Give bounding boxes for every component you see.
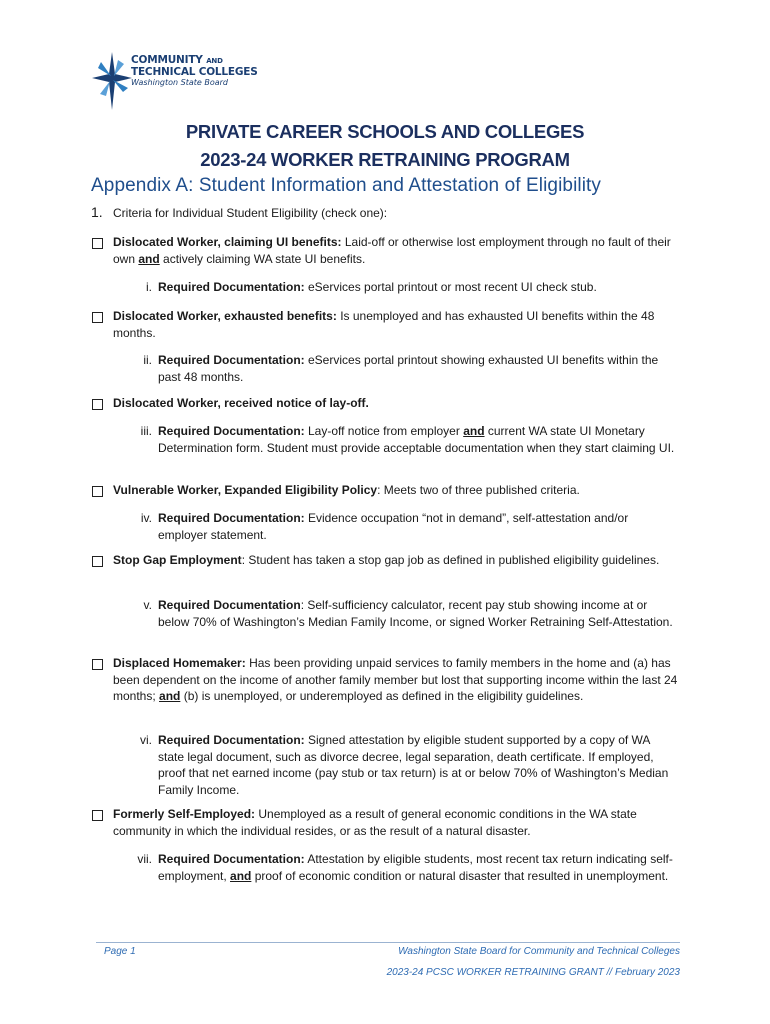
doc-number: i. (146, 280, 152, 294)
doc-number: ii. (143, 353, 152, 367)
logo-line2: TECHNICAL COLLEGES (131, 65, 258, 78)
footer-page-number: Page 1 (104, 946, 136, 957)
item-vulnerable-worker: Vulnerable Worker, Expanded Eligibility Policy: Meets two of three published criteria. (113, 483, 580, 497)
doc-number: iv. (140, 511, 152, 525)
criteria-text: Criteria for Individual Student Eligibility (check one): (113, 206, 388, 220)
doc-vulnerable-worker: Required Documentation: Evidence occupation “not in demand”, self-attestation and/or employer statement. (158, 511, 629, 542)
footer-organization: Washington State Board for Community and Technical Colleges (398, 946, 680, 957)
checkbox-dislocated-notice[interactable] (92, 399, 103, 410)
checkbox-dislocated-exhausted[interactable] (92, 312, 103, 323)
doc-dislocated-notice: Required Documentation: Lay-off notice from employer and current WA state UI Monetary Determination form. Student must provide acceptable documentation when they start claiming UI. (158, 424, 675, 455)
star-logo-icon (92, 52, 132, 110)
doc-number: v. (143, 598, 152, 612)
footer-divider (96, 942, 680, 943)
logo-line3: Washington State Board (131, 78, 228, 87)
item-dislocated-notice: Dislocated Worker, received notice of lay-off. (113, 396, 369, 410)
item-formerly-self-employed: Formerly Self-Employed: Unemployed as a result of general economic conditions in the WA state community in which the individual resides, or as the result of a natural disaster. (113, 807, 637, 838)
sbctc-logo (92, 52, 262, 110)
doc-dislocated-exhausted: Required Documentation: eServices portal printout showing exhausted UI benefits within the past 48 months. (158, 353, 659, 384)
item-stop-gap: Stop Gap Employment: Student has taken a stop gap job as defined in published eligibility guidelines. (113, 553, 660, 567)
logo-line1: COMMUNITY (131, 54, 203, 66)
doc-number: iii. (140, 424, 152, 438)
page-title-line2: 2023-24 WORKER RETRAINING PROGRAM (200, 149, 570, 170)
doc-number: vi. (140, 733, 152, 747)
checkbox-stop-gap[interactable] (92, 556, 103, 567)
criteria-number: 1. (91, 204, 103, 220)
item-dislocated-exhausted: Dislocated Worker, exhausted benefits: Is unemployed and has exhausted UI benefits within the 48 months. (113, 309, 655, 340)
checkbox-dislocated-claiming[interactable] (92, 238, 103, 249)
logo-line1-small: AND (206, 57, 223, 65)
checkbox-displaced-homemaker[interactable] (92, 659, 103, 670)
page-title-line1: PRIVATE CAREER SCHOOLS AND COLLEGES (185, 121, 585, 142)
checkbox-vulnerable-worker[interactable] (92, 486, 103, 497)
checkbox-formerly-self-employed[interactable] (92, 810, 103, 821)
appendix-heading: Appendix A: Student Information and Attestation of Eligibility (91, 175, 602, 196)
doc-dislocated-claiming: Required Documentation: eServices portal printout or most recent UI check stub. (158, 280, 597, 294)
doc-formerly-self-employed: Required Documentation: Attestation by eligible students, most recent tax return indicating self- employment, and proof of economic condition or natural disaster that resulted in unemployment. (158, 852, 673, 883)
item-dislocated-claiming: Dislocated Worker, claiming UI benefits: Laid-off or otherwise lost employment through no fault of their own and actively claiming WA state UI benefits. (113, 235, 671, 266)
footer-grant: 2023-24 PCSC WORKER RETRAINING GRANT // February 2023 (386, 967, 680, 978)
doc-number: vii. (137, 852, 152, 866)
doc-stop-gap: Required Documentation: Self-sufficiency calculator, recent pay stub showing income at or below 70% of Washington’s Median Family Income, or signed Worker Retraining Self-Attestation. (158, 598, 673, 629)
item-displaced-homemaker: Displaced Homemaker: Has been providing unpaid services to family members in the home and (a) has been dependent on the income of another family member but lost that supporting income within the last 24 months; and (b) is unemployed, or underemployed as defined in the eligibility guidelines. (113, 656, 678, 703)
doc-displaced-homemaker: Required Documentation: Signed attestation by eligible student supported by a copy of WA state legal document, such as divorce decree, legal separation, death certificate. If employed, proof that net earned income (pay stub or tax return) is at or below 70% of Washington’s Median Family Income. (158, 733, 669, 797)
